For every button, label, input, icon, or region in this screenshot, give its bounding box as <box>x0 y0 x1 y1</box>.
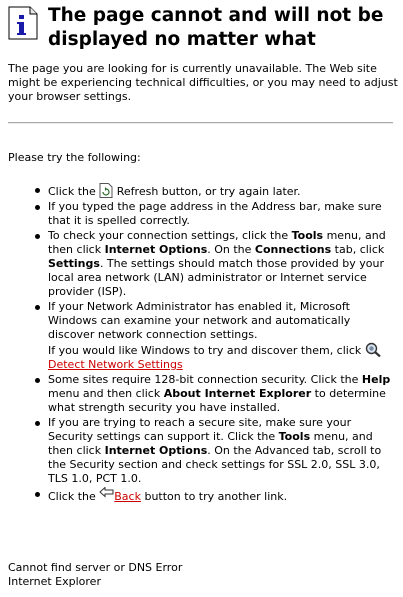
text: menu and then click <box>48 387 164 400</box>
try-heading: Please try the following: <box>8 151 141 164</box>
intro-text: The page you are looking for is currently unavailable. The Web site might be experiencing technical difficulties, or you may need to adjust your browser settings. <box>8 62 398 103</box>
text: To check your connection settings, click the <box>48 229 292 242</box>
back-text-before: Click the <box>48 490 96 503</box>
menu-name: Tools <box>278 430 311 443</box>
error-type: Cannot find server or DNS Error <box>8 561 183 574</box>
refresh-icon[interactable] <box>99 183 113 198</box>
text: menu, and then click <box>48 229 386 256</box>
tips-list <box>48 183 396 505</box>
text: . On the Advanced tab, scroll to the Security section and check settings for SSL 2.0, SSL 3.0, TLS 1.0, PCT 1.0. <box>48 444 382 485</box>
button-name: Settings <box>48 257 100 270</box>
page-title: The page cannot and will not be displayed no matter what <box>48 5 384 50</box>
admin-text-2: If you would like Windows to try and discover them, click <box>48 344 362 357</box>
list-item-security <box>48 373 396 415</box>
back-text-after: button to try another link. <box>140 490 288 503</box>
menu-name: Help <box>361 373 391 386</box>
text: menu, and then click <box>48 430 373 457</box>
info-icon <box>8 6 38 40</box>
list-item-refresh <box>48 183 396 199</box>
menu-name: About Internet Explorer <box>163 387 312 400</box>
footer <box>8 561 182 589</box>
divider <box>8 122 393 124</box>
list-item-back <box>48 487 396 504</box>
list-item-address: If you typed the page address in the Address bar, make sure that it is spelled correctly. <box>48 200 396 228</box>
list-item-secure <box>48 416 396 486</box>
browser-name: Internet Explorer <box>8 575 101 588</box>
back-arrow-icon[interactable] <box>99 487 114 498</box>
menu-name: Tools <box>291 229 324 242</box>
text: tab, click <box>331 243 385 256</box>
text: If you are trying to reach a secure site, make sure your Security settings can support it. Click the <box>48 416 352 443</box>
magnifier-icon[interactable] <box>365 342 381 357</box>
admin-text: If your Network Administrator has enabled it, Microsoft Windows can examine your network and automatically discover network connection settings. <box>48 300 351 341</box>
tab-name: Connections <box>254 243 332 256</box>
detect-network-settings-link[interactable]: Detect Network Settings <box>48 358 183 371</box>
text: . On the <box>207 243 255 256</box>
back-link[interactable]: Back <box>114 490 141 503</box>
menu-name: Internet Options <box>104 243 208 256</box>
menu-name: Internet Options <box>104 444 208 457</box>
text: to determine what strength security you have installed. <box>48 387 386 414</box>
list-item-connection <box>48 229 396 299</box>
text: Some sites require 128-bit connection security. Click the <box>48 373 362 386</box>
refresh-text-before: Click the <box>48 185 96 198</box>
refresh-text-after: Refresh button, or try again later. <box>113 185 301 198</box>
text: . The settings should match those provided by your local area network (LAN) administrator or Internet service provider (ISP). <box>48 257 384 298</box>
list-item-admin <box>48 300 396 372</box>
